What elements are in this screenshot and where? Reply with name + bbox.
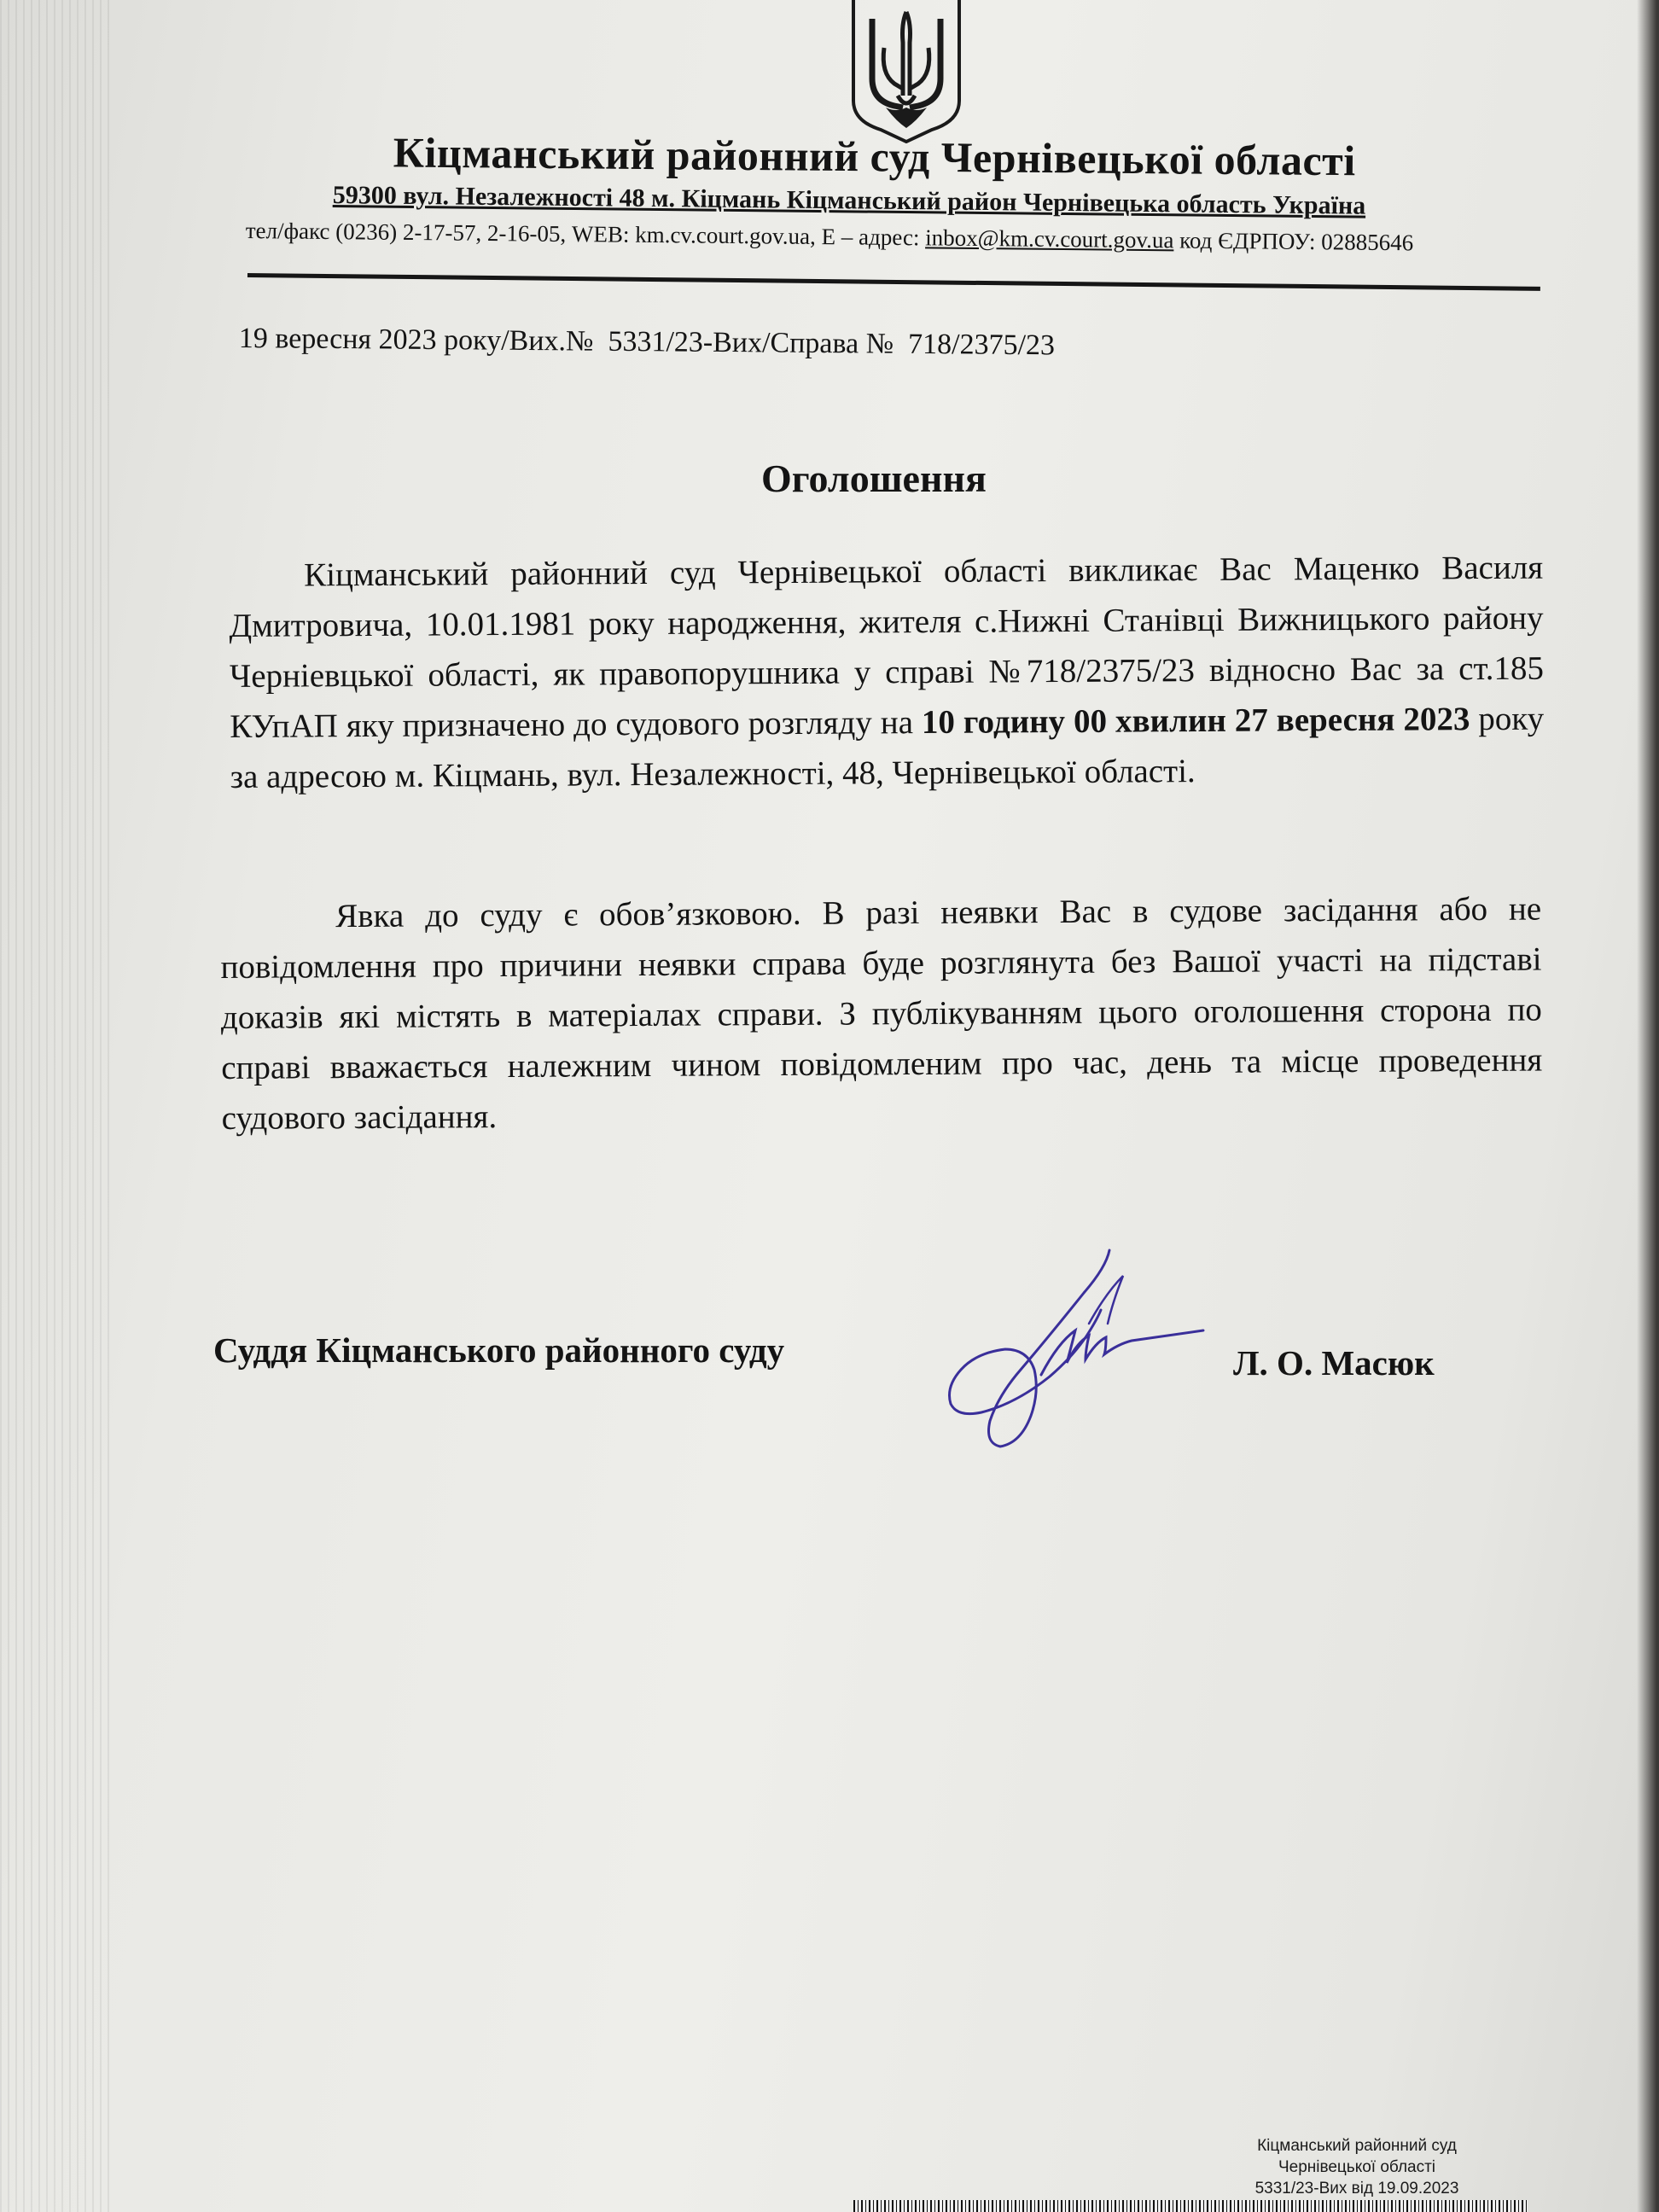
contacts-prefix: тел/факс (0236) 2-17-57, 2-16-05, WEB: km.cv.court.gov.ua, E – адрес: [245,218,926,251]
court-address: 59300 вул. Незалежності 48 м. Кіцмань Кіцманський район Чернівецька область Україна [332,181,1366,220]
announcement-paragraph-2: Явка до суду є обов’язковою. В разі неявки Вас в судове засідання або не повідомлення про причини неявки справа буде розглянута без Вашої участі на підставі доказів які містять в матеріалах справи. З публікуванням цього оголошення сторона по справі вважається належним чином повідомленим про час, день та місце проведення судового засідання. [220,890,1543,1137]
document-title: Оголошення [761,457,987,500]
paragraph1-text-end: року за адресою м. Кіцмань, вул. Незалежності, 48, Чернівецької області. [230,700,1545,795]
judge-title: Суддя Кіцманського районного суду [213,1330,785,1370]
registration-stamp [1169,2135,1545,2199]
judge-name: Л. О. Масюк [1233,1343,1435,1382]
handwritten-signature [939,1242,1212,1464]
contacts-suffix: код ЄДРПОУ: 02885646 [1173,227,1414,256]
trident-emblem-icon [847,0,966,143]
stamp-line-court: Кіцманський районний суд [1257,2137,1457,2155]
barcode [853,2200,1528,2212]
announcement-paragraph-1 [229,543,1545,802]
scan-edge-stripes [0,0,111,2212]
stamp-line-region: Чернівецької області [1278,2158,1436,2176]
paragraph1-text-start: Кіцманський районний суд Чернівецької області викликає Вас Маценко Василя Дмитровича, 10.01.1981 року народження, жителя с.Нижні Станівці Вижницького району Черніевцької області, як правопорушника у справі №718/2375/23 відносно Вас за ст.185 КУпАП яку призначено до судового розгляду на [229,549,1545,745]
stamp-line-number: 5331/23-Вих від 19.09.2023 [1254,2180,1459,2197]
page-edge-shadow [1637,0,1659,2212]
court-contacts [246,218,1414,256]
hearing-datetime: 10 годину 00 хвилин 27 вересня 2023 [921,701,1470,742]
outgoing-reference-line: 19 вересня 2023 року/Вих.№ 5331/23-Вих/Справа № 718/2375/23 [238,323,1056,362]
court-email: inbox@km.cv.court.gov.ua [925,224,1174,253]
header-divider [247,273,1540,291]
court-name-heading: Кіцманський районний суд Чернівецької області [393,128,1356,185]
